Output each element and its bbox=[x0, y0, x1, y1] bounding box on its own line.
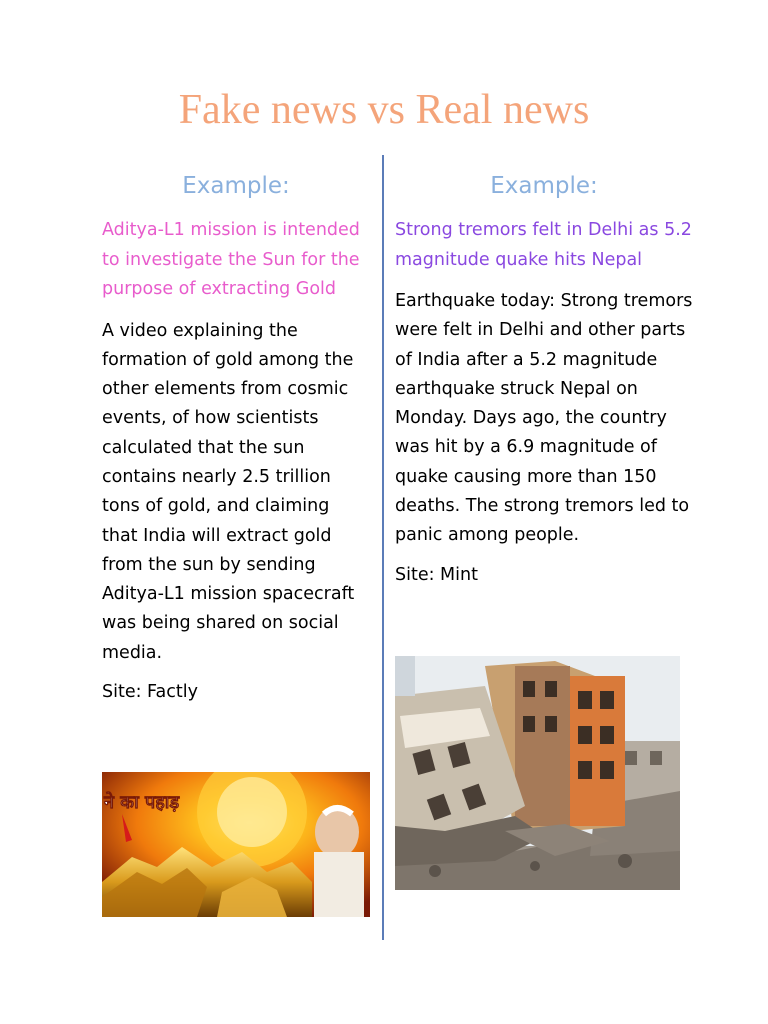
fake-headline: Aditya-L1 mission is intended to investigate the Sun for the purpose of extracting Gold bbox=[102, 220, 360, 299]
fake-news-column bbox=[102, 168, 370, 717]
page-title: Fake news vs Real news bbox=[178, 87, 590, 133]
earthquake-image bbox=[395, 656, 680, 890]
gold-image-caption: ने का पहाड़ bbox=[104, 792, 180, 813]
fake-body-text: A video explaining the formation of gold among the other elements from cosmic events, of how scientists calculated that the sun contains nearly 2.5 trillion tons of gold, and claiming that India will extract gold from the sun by sending Aditya-L1 mission spacecraft was being shared on social media. bbox=[102, 320, 355, 663]
real-example-heading: Example: bbox=[490, 173, 598, 199]
real-body-text: Earthquake today: Strong tremors were felt in Delhi and other parts of India after a 5.2 magnitude earthquake struck Nepal on Monday. Days ago, the country was hit by a 6.9 magnitude of quake causing more than 150 deaths. The strong tremors led to panic among people. bbox=[395, 291, 693, 546]
real-news-column bbox=[395, 168, 693, 600]
real-source: Site: Mint bbox=[395, 564, 478, 585]
real-headline: Strong tremors felt in Delhi as 5.2 magnitude quake hits Nepal bbox=[395, 220, 692, 270]
fake-example-heading: Example: bbox=[182, 173, 290, 199]
column-divider bbox=[382, 155, 384, 940]
gold-sun-image bbox=[102, 772, 370, 917]
fake-source: Site: Factly bbox=[102, 682, 198, 703]
